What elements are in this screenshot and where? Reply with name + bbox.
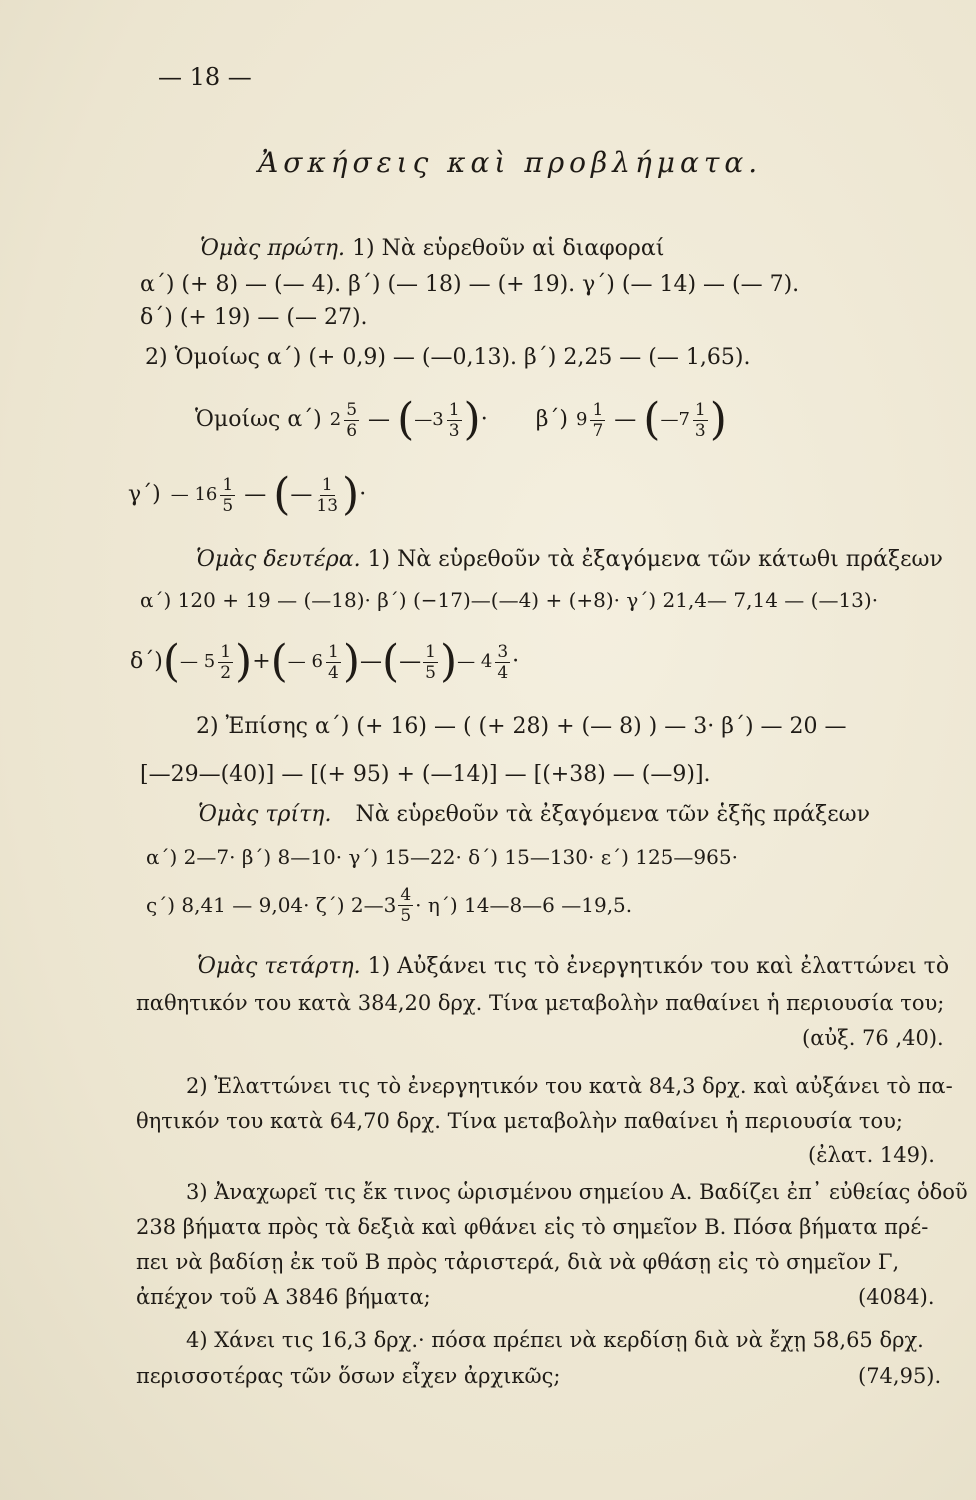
mixed-number: — 5 $\frac{1}{2}$ xyxy=(180,641,232,683)
problem3-answer: (4084). xyxy=(858,1285,935,1309)
fraction-row-b-label: β΄) xyxy=(535,407,568,432)
group1-exercise-2: 2) Ὁμοίως α΄) (+ 0,9) — (—0,13). β΄) 2,25 — (— 1,65). xyxy=(145,345,751,370)
group1-exercise-a: α΄) (+ 8) — (— 4). β΄) (— 18) — (+ 19). γ΄) (— 14) — (— 7). xyxy=(140,272,800,297)
fraction: $\frac{4}{5}$ xyxy=(400,884,412,926)
group2-exercise-2: 2) Ἐπίσης α΄) (+ 16) — ( (+ 28) + (— 8) ) — 3· β΄) — 20 — xyxy=(196,714,847,739)
group2-heading: Ὁμὰς δευτέρα. xyxy=(196,547,361,572)
group2-exercise-a: α΄) 120 + 19 — (—18)· β΄) (−17)—(—4) + (+8)· γ΄) 21,4— 7,14 — (—13)· xyxy=(140,588,879,612)
mixed-number: —3 $\frac{1}{3}$ xyxy=(414,399,460,441)
group3-heading: Ὁμὰς τρίτη. xyxy=(198,802,332,827)
group3-exercises-2: ς΄) 8,41 — 9,04· ζ΄) 2—3 $\frac{4}{5}$ · η΄) 14—8—6 —19,5. xyxy=(146,884,633,926)
problem3-line2: 238 βήματα πρὸς τὰ δεξιὰ καὶ φθάνει εἰς τὸ σημεῖον Β. Πόσα βήματα πρέ- xyxy=(136,1215,929,1239)
mixed-number: — 4 $\frac{3}{4}$ xyxy=(457,641,509,683)
group1-fractions-row: Ὁμοίως α΄) 2 $\frac{5}{6}$ — ( —3 $\frac{1}{3}$ ) · β΄) 9 $\frac{1}{7}$ — ( —7 $\frac{1}{3}$ ) xyxy=(195,394,727,445)
problem3-line1: 3) Ἀναχωρεῖ τις ἔκ τινος ὡρισμένου σημείου Α. Βαδίζει ἐπ᾽ εὐθείας ὁδοῦ xyxy=(186,1180,968,1204)
fraction: $\frac{1}{5}$ xyxy=(425,641,436,683)
group1-line1 xyxy=(200,234,664,264)
group3-exercises-1: α΄) 2—7· β΄) 8—10· γ΄) 15—22· δ΄) 15—130· ε΄) 125—965· xyxy=(146,845,738,869)
group3-line1 xyxy=(198,800,870,830)
mixed-number: — 16 $\frac{1}{5}$ xyxy=(170,474,234,516)
mixed-number: —7 $\frac{1}{3}$ xyxy=(660,399,706,441)
problem4-line2: περισσοτέρας τῶν ὅσων εἶχεν ἀρχικῶς; xyxy=(136,1364,561,1388)
group1-instruction: 1) Νὰ εὑρεθοῦν αἱ διαφοραί xyxy=(352,236,665,261)
problem1-line2: παθητικόν του κατὰ 384,20 δρχ. Τίνα μεταβολὴν παθαίνει ἡ περιουσία του; xyxy=(136,991,945,1015)
group1-exercise-d: δ΄) (+ 19) — (— 27). xyxy=(140,305,368,330)
mixed-number: 2 $\frac{5}{6}$ xyxy=(329,399,358,441)
fraction-row-label: Ὁμοίως α΄) xyxy=(195,407,322,432)
group1-heading: Ὁμὰς πρώτη. xyxy=(200,236,346,261)
problem2-line1: 2) Ἐλαττώνει τις τὸ ἐνεργητικόν του κατὰ 84,3 δρχ. καὶ αὐξάνει τὸ πα- xyxy=(186,1074,953,1098)
section-title: Ἀσκήσεις καὶ προβλήματα. xyxy=(258,146,763,179)
group4-line1: Ὁμὰς τετάρτη. 1) Αὐξάνει τις τὸ ἐνεργητικόν του καὶ ἐλαττώνει τὸ xyxy=(197,954,950,979)
problem1-answer: (αὐξ. 76 ,40). xyxy=(802,1026,944,1050)
problem2-answer: (ἐλατ. 149). xyxy=(808,1143,935,1167)
problem2-line2: θητικόν του κατὰ 64,70 δρχ. Τίνα μεταβολὴν παθαίνει ἡ περιουσία του; xyxy=(136,1109,903,1133)
group1-fractions-row-g: γ΄) — 16 $\frac{1}{5}$ — ( — $\frac{1}{13}$ ) · xyxy=(128,469,367,520)
problem4-line1: 4) Χάνει τις 16,3 δρχ.· πόσα πρέπει νὰ κερδίσῃ διὰ νὰ ἔχῃ 58,65 δρχ. xyxy=(186,1328,924,1352)
page-number: — 18 — xyxy=(158,63,252,91)
mixed-number: — 6 $\frac{1}{4}$ xyxy=(287,641,339,683)
problem3-line4: ἀπέχον τοῦ Α 3846 βήματα; xyxy=(136,1285,431,1309)
group3-instruction: Νὰ εὑρεθοῦν τὰ ἐξαγόμενα τῶν ἑξῆς πράξεων xyxy=(355,802,870,827)
problem3-line3: πει νὰ βαδίσῃ ἐκ τοῦ Β πρὸς τἀριστερά, διὰ νὰ φθάσῃ εἰς τὸ σημεῖον Γ, xyxy=(136,1250,900,1274)
mixed-number: 9 $\frac{1}{7}$ xyxy=(576,399,604,441)
group2-instruction: 1) Νὰ εὑρεθοῦν τὰ ἐξαγόμενα τῶν κάτωθι πράξεων xyxy=(367,547,943,572)
fraction: $\frac{1}{13}$ xyxy=(316,474,339,516)
group2-exercise-2-cont: [—29—(40)] — [(+ 95) + (—14)] — [(+38) — (—9)]. xyxy=(140,762,711,787)
group2-line1 xyxy=(196,545,943,575)
group4-heading: Ὁμὰς τετάρτη. xyxy=(197,954,361,979)
problem4-answer: (74,95). xyxy=(858,1364,942,1388)
group2-exercise-d: δ΄) ( — 5 $\frac{1}{2}$ ) + ( — 6 $\frac{1}{4}$ ) — ( — $\frac{1}{5}$ ) — 4 $\frac{3}{4}$ · xyxy=(130,636,520,687)
